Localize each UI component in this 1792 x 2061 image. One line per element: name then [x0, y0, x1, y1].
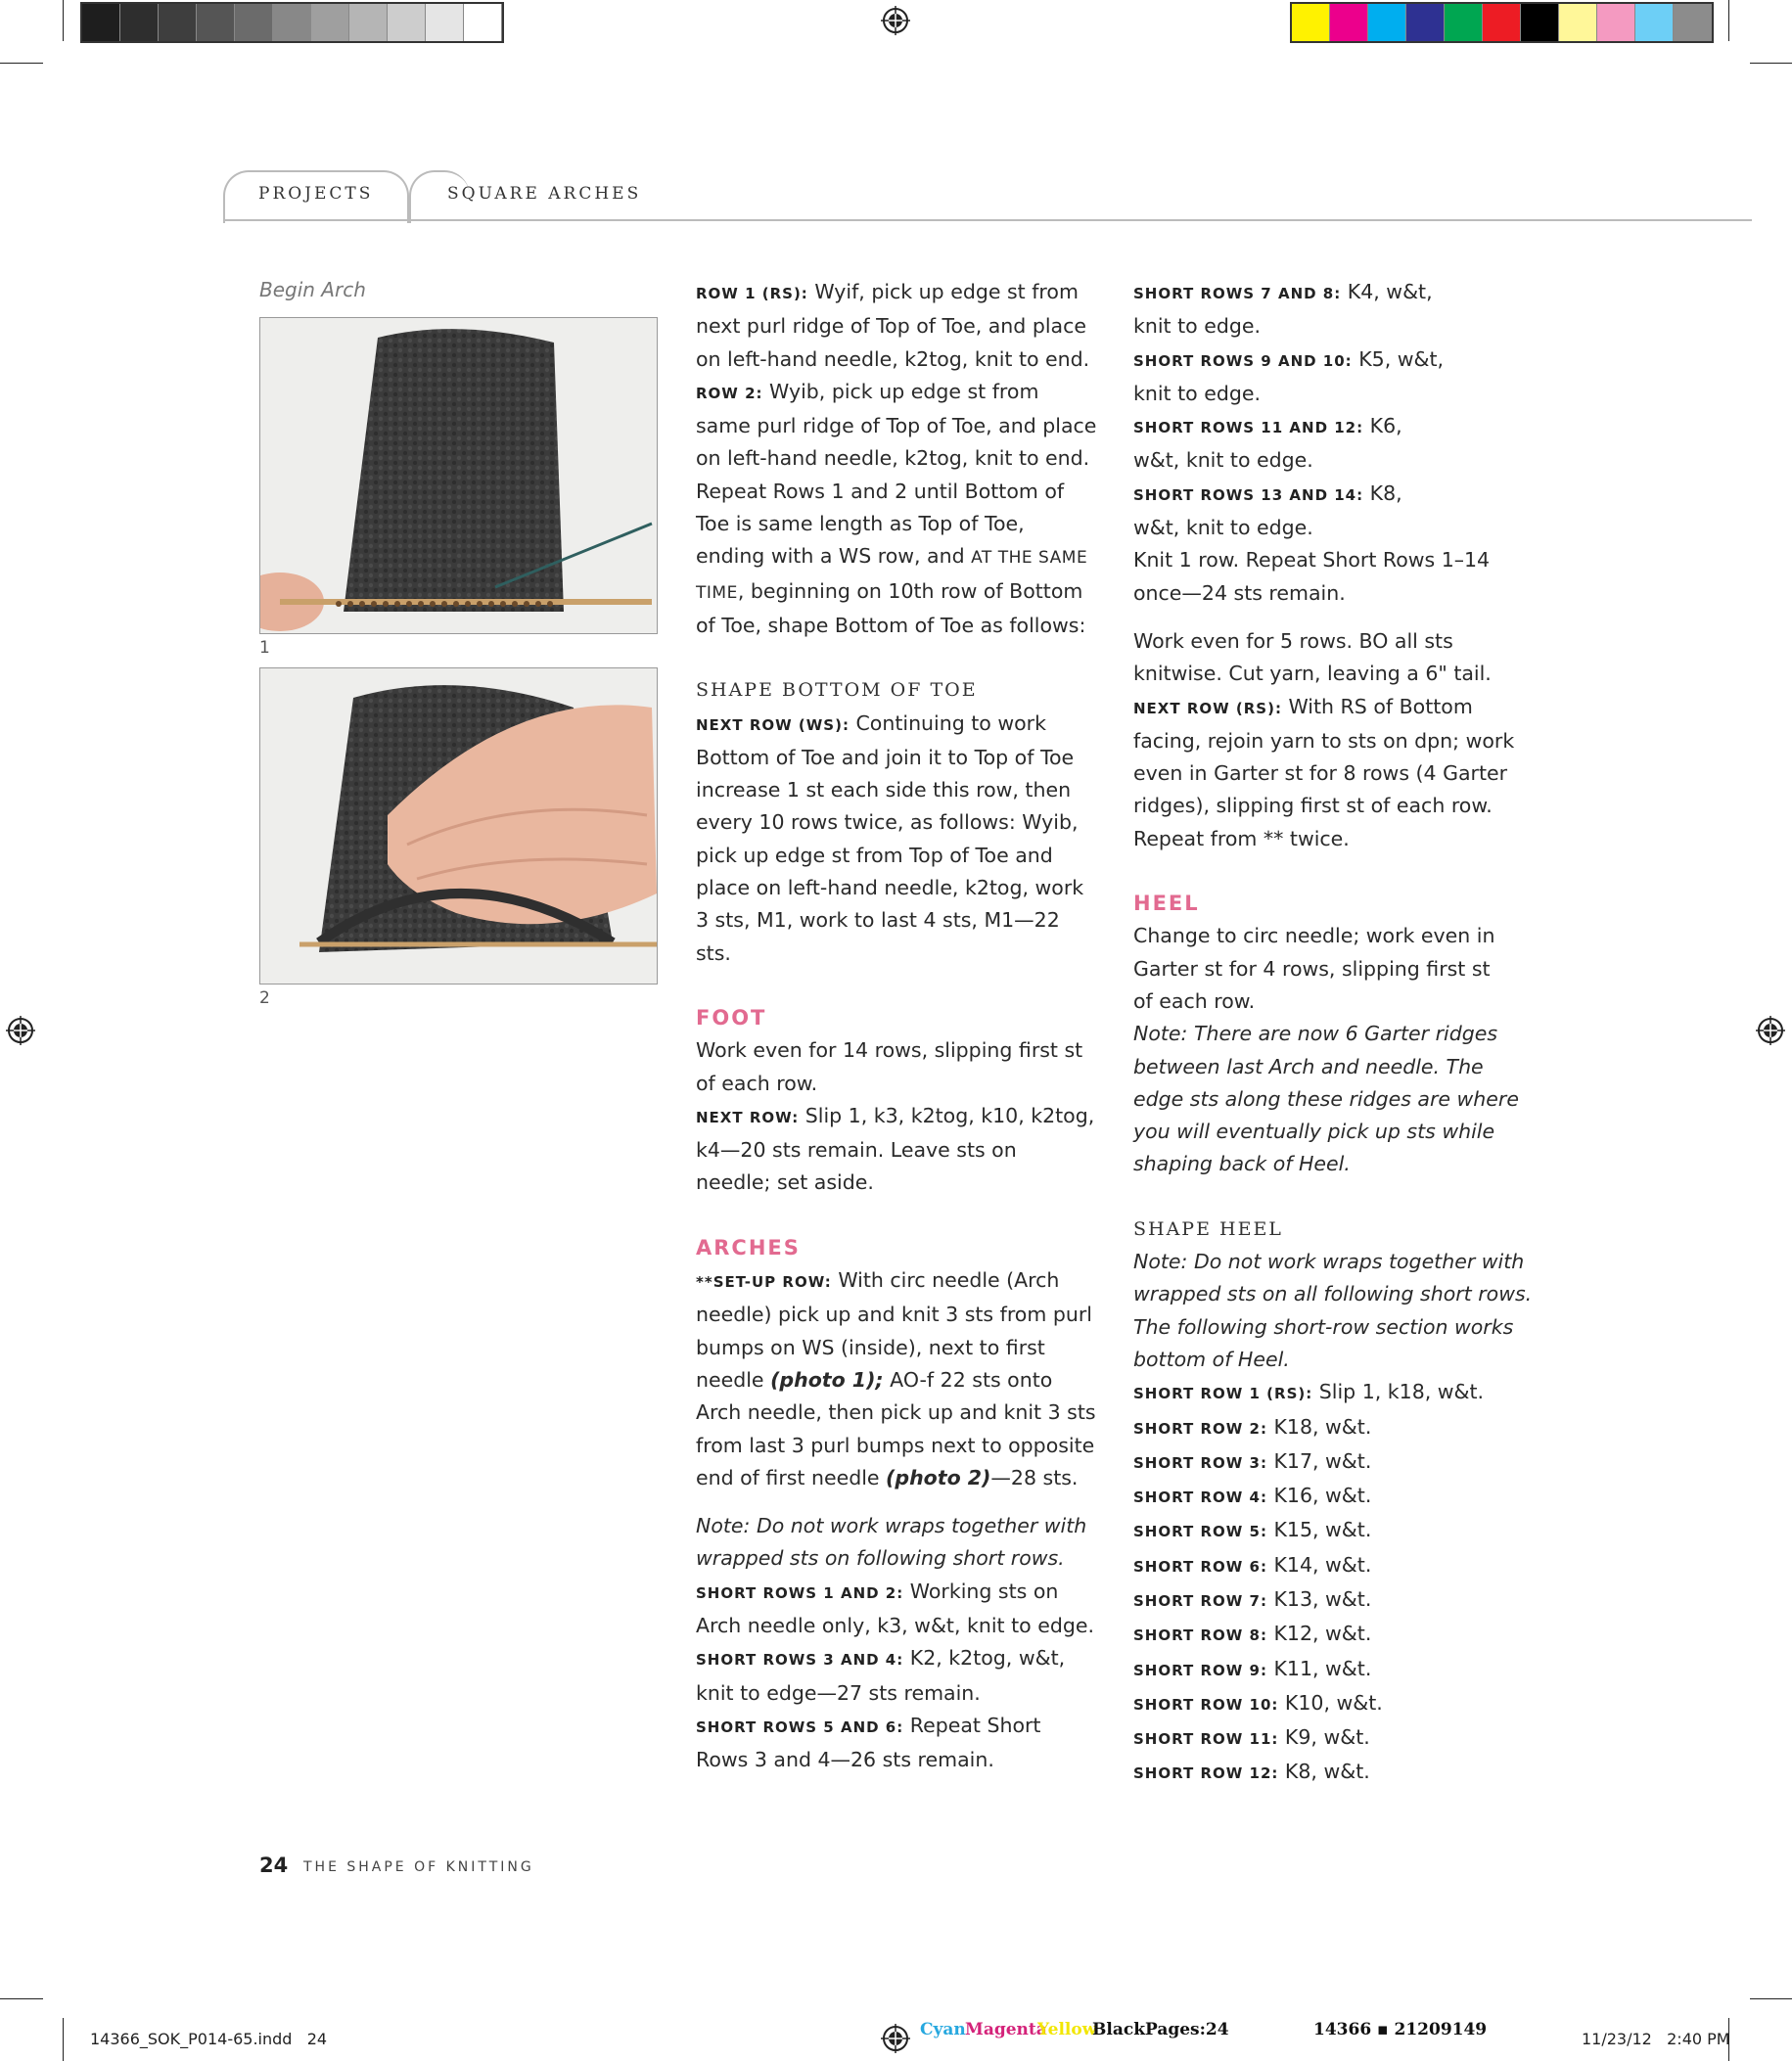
header-title: SQUARE ARCHES — [447, 184, 642, 204]
photo-caption: Begin Arch — [259, 278, 366, 301]
short-row-item — [1133, 1721, 1535, 1756]
short-row-item — [1133, 1756, 1535, 1790]
repeat-text-a: Repeat Rows 1 and 2 until Bottom of Toe is same length as Top of Toe, ending with a WS row, and — [696, 479, 1065, 569]
setup-label: **SET-UP ROW: — [696, 1273, 832, 1292]
color-swatch — [1330, 4, 1368, 41]
book-title: THE SHAPE OF KNITTING — [303, 1859, 534, 1875]
sr1314-label: SHORT ROWS 13 AND 14: — [1133, 485, 1364, 504]
slug-pages: Pages:24 — [1145, 2020, 1229, 2039]
color-swatch — [1559, 4, 1597, 41]
sr1314-text: K8, w&t, knit to edge. — [1133, 481, 1402, 540]
text-column-2 — [1133, 276, 1535, 1791]
short-row-list — [1133, 1376, 1535, 1791]
short-row-label: SHORT ROW 9: — [1133, 1661, 1267, 1679]
slug-job: 14366 ▪ 21209149 — [1313, 2020, 1488, 2039]
slug-yellow: Yellow — [1037, 2020, 1097, 2039]
short-row-label: SHORT ROW 6: — [1133, 1557, 1267, 1576]
crop-mark — [1728, 0, 1729, 41]
slug-date: 11/23/12 2:40 PM — [1582, 2030, 1730, 2048]
heel-paragraph: Change to circ needle; work even in Garter st for 4 rows, slipping first st of each row. — [1133, 924, 1495, 1013]
photo-2-number: 2 — [259, 988, 270, 1008]
repeat-text-caps: AT THE SAME TIME — [696, 548, 1088, 603]
sr1314-paragraph — [1133, 478, 1447, 545]
setup-photo1-ref: (photo 1); — [770, 1367, 884, 1392]
shape-bottom-heading: SHAPE BOTTOM OF TOE — [696, 679, 978, 702]
gray-swatch — [388, 4, 426, 41]
sr34-text: K2, k2tog, w&t, knit to edge—27 sts remain. — [696, 1646, 1066, 1705]
color-swatch — [1635, 4, 1674, 41]
short-row-text: K8, w&t. — [1284, 1760, 1370, 1784]
arches-heading: ARCHES — [696, 1235, 801, 1260]
short-row-item — [1133, 1653, 1535, 1687]
sr34-paragraph — [696, 1642, 1097, 1710]
sr12-label: SHORT ROWS 1 AND 2: — [696, 1583, 904, 1602]
sr56-label: SHORT ROWS 5 AND 6: — [696, 1718, 904, 1736]
row2-text: Wyib, pick up edge st from same purl ridge of Top of Toe, and place on left-hand needle, k2tog, knit to end. — [696, 379, 1097, 471]
crop-mark — [0, 1998, 43, 1999]
knit1-paragraph: Knit 1 row. Repeat Short Rows 1–14 once—24 sts remain. — [1133, 548, 1491, 605]
heel-note: Note: There are now 6 Garter ridges between last Arch and needle. The edge sts along these ridges are where you will eventually pick up sts while shaping back of Heel. — [1133, 1022, 1519, 1176]
registration-mark-icon — [881, 6, 910, 35]
short-row-label: SHORT ROW 1 (RS): — [1133, 1385, 1313, 1403]
short-row-text: K13, w&t. — [1273, 1586, 1372, 1611]
heel-heading: HEEL — [1133, 892, 1200, 916]
foot-paragraph: Work even for 14 rows, slipping first st of each row. — [696, 1038, 1083, 1095]
header-section: PROJECTS — [258, 184, 374, 204]
short-row-item — [1133, 1618, 1535, 1652]
foot-next-label: NEXT ROW: — [696, 1108, 800, 1126]
text-column-1 — [696, 276, 1097, 1776]
work-even-paragraph: Work even for 5 rows. BO all sts knitwise. Cut yarn, leaving a 6" tail. — [1133, 628, 1492, 686]
sr1112-paragraph — [1133, 410, 1447, 478]
sr34-label: SHORT ROWS 3 AND 4: — [696, 1651, 904, 1670]
slug-cyan: Cyan — [920, 2020, 966, 2039]
sr56-paragraph — [696, 1710, 1097, 1777]
sr1112-label: SHORT ROWS 11 AND 12: — [1133, 419, 1364, 437]
short-row-item — [1133, 1549, 1535, 1583]
gray-swatch — [235, 4, 273, 41]
crop-mark — [1750, 1998, 1792, 1999]
foot-next-paragraph — [696, 1100, 1097, 1200]
gray-swatch — [197, 4, 235, 41]
short-row-item — [1133, 1514, 1535, 1548]
setup-paragraph — [696, 1264, 1097, 1494]
registration-mark-icon — [881, 2024, 910, 2053]
slug-black: Black — [1092, 2020, 1145, 2039]
next-rs-label: NEXT ROW (RS): — [1133, 699, 1282, 717]
short-row-text: K16, w&t. — [1273, 1484, 1372, 1508]
short-row-label: SHORT ROW 7: — [1133, 1591, 1267, 1610]
foot-heading: FOOT — [696, 1005, 767, 1030]
next-ws-paragraph — [696, 708, 1097, 970]
crop-mark — [63, 2018, 64, 2061]
row1-paragraph — [696, 276, 1097, 376]
arches-note: Note: Do not work wraps together with wrapped sts on following short rows. — [696, 1514, 1087, 1571]
next-rs-paragraph — [1133, 691, 1535, 823]
color-swatch — [1445, 4, 1483, 41]
sr910-paragraph — [1133, 344, 1447, 411]
short-row-label: SHORT ROW 10: — [1133, 1695, 1279, 1714]
short-row-text: K14, w&t. — [1273, 1552, 1372, 1577]
color-swatch — [1597, 4, 1635, 41]
row2-paragraph — [696, 376, 1097, 476]
short-row-text: K12, w&t. — [1273, 1622, 1372, 1646]
crop-mark — [1750, 63, 1792, 64]
next-ws-text: Continuing to work Bottom of Toe and join it to Top of Toe increase 1 st each side this row, then every 10 rows twice, as follows: Wyib, pick up edge st from Top of Toe and place on left-hand needle, k2tog, work 3 sts, M1, work to last 4 sts, M1—22 sts. — [696, 710, 1084, 965]
short-row-text: K9, w&t. — [1284, 1725, 1370, 1750]
setup-text-b: AO-f 22 sts onto Arch needle, then pick up and knit 3 sts from last 3 purl bumps next to opposite end of first needle — [696, 1367, 1096, 1489]
photo-2 — [259, 667, 658, 985]
registration-mark-icon — [6, 1016, 35, 1045]
sr12-paragraph — [696, 1576, 1097, 1643]
sr56-text: Repeat Short Rows 3 and 4—26 sts remain. — [696, 1713, 1041, 1772]
setup-photo2-ref: (photo 2) — [886, 1465, 991, 1489]
short-row-text: K11, w&t. — [1273, 1656, 1372, 1680]
color-swatch — [1483, 4, 1521, 41]
short-row-item — [1133, 1583, 1535, 1618]
gray-swatch-bar — [80, 2, 504, 43]
foot-next-text: Slip 1, k3, k2tog, k10, k2tog, k4—20 sts remain. Leave sts on needle; set aside. — [696, 1103, 1095, 1195]
setup-text-a: With circ needle (Arch needle) pick up and knit 3 sts from purl bumps on WS (inside), next to first needle — [696, 1268, 1092, 1392]
short-row-label: SHORT ROW 4: — [1133, 1488, 1267, 1507]
color-swatch — [1406, 4, 1445, 41]
row1-text: Wyif, pick up edge st from next purl ridge of Top of Toe, and place on left-hand needle, k2tog, knit to end. — [696, 280, 1090, 371]
short-row-label: SHORT ROW 3: — [1133, 1453, 1267, 1472]
gray-swatch — [120, 4, 159, 41]
color-swatch-bar — [1290, 2, 1714, 43]
short-row-item — [1133, 1445, 1535, 1480]
crop-mark — [63, 0, 64, 41]
gray-swatch — [82, 4, 120, 41]
short-row-item — [1133, 1480, 1535, 1514]
slug-magenta: Magenta — [965, 2020, 1047, 2039]
short-row-text: Slip 1, k18, w&t. — [1318, 1380, 1485, 1404]
color-swatch — [1292, 4, 1330, 41]
short-row-item — [1133, 1687, 1535, 1721]
next-ws-label: NEXT ROW (WS): — [696, 715, 850, 734]
color-swatch — [1674, 4, 1712, 41]
shape-heel-note: Note: Do not work wraps together with wrapped sts on all following short rows. The following short-row section works bottom of Heel. — [1133, 1250, 1533, 1371]
short-row-text: K17, w&t. — [1273, 1448, 1372, 1473]
gray-swatch — [349, 4, 388, 41]
sr78-paragraph — [1133, 276, 1447, 344]
short-row-item — [1133, 1411, 1535, 1445]
color-swatch — [1368, 4, 1406, 41]
repeat-from-paragraph: Repeat from ** twice. — [1133, 826, 1350, 850]
short-row-label: SHORT ROW 11: — [1133, 1730, 1279, 1749]
photo-1-number: 1 — [259, 638, 270, 658]
row2-label: ROW 2: — [696, 384, 763, 402]
page-number: 24 — [259, 1854, 289, 1877]
photo-1 — [259, 317, 658, 634]
sr12-text: Working sts on Arch needle only, k3, w&t, knit to edge. — [696, 1579, 1094, 1637]
crop-mark — [0, 63, 43, 64]
gray-swatch — [159, 4, 197, 41]
short-row-label: SHORT ROW 2: — [1133, 1419, 1267, 1438]
sr1112-text: K6, w&t, knit to edge. — [1133, 414, 1402, 473]
gray-swatch — [273, 4, 311, 41]
gray-swatch — [464, 4, 502, 41]
short-row-item — [1133, 1376, 1535, 1410]
gray-swatch — [311, 4, 349, 41]
color-swatch — [1521, 4, 1559, 41]
short-row-text: K18, w&t. — [1273, 1414, 1372, 1439]
next-rs-text: With RS of Bottom facing, rejoin yarn to sts on dpn; work even in Garter st for 8 rows (4 Garter ridges), slipping first st of each row. — [1133, 694, 1515, 818]
gray-swatch — [426, 4, 464, 41]
repeat-text-b: , beginning on 10th row of Bottom of Toe, shape Bottom of Toe as follows: — [696, 578, 1086, 637]
short-row-label: SHORT ROW 12: — [1133, 1764, 1279, 1783]
setup-text-c: —28 sts. — [990, 1465, 1079, 1489]
sr78-label: SHORT ROWS 7 AND 8: — [1133, 285, 1342, 302]
shape-heel-heading: SHAPE HEEL — [1133, 1217, 1283, 1240]
sr78-text: K4, w&t, knit to edge. — [1133, 280, 1433, 339]
repeat-paragraph — [696, 476, 1097, 642]
short-row-label: SHORT ROW 5: — [1133, 1523, 1267, 1541]
sr910-label: SHORT ROWS 9 AND 10: — [1133, 351, 1353, 370]
registration-mark-icon — [1756, 1016, 1785, 1045]
row1-label: ROW 1 (RS): — [696, 285, 808, 302]
short-row-text: K15, w&t. — [1273, 1518, 1372, 1542]
short-row-text: K10, w&t. — [1284, 1690, 1383, 1715]
sr910-text: K5, w&t, knit to edge. — [1133, 346, 1445, 405]
slug-file: 14366_SOK_P014-65.indd 24 — [90, 2030, 328, 2048]
short-row-label: SHORT ROW 8: — [1133, 1626, 1267, 1645]
